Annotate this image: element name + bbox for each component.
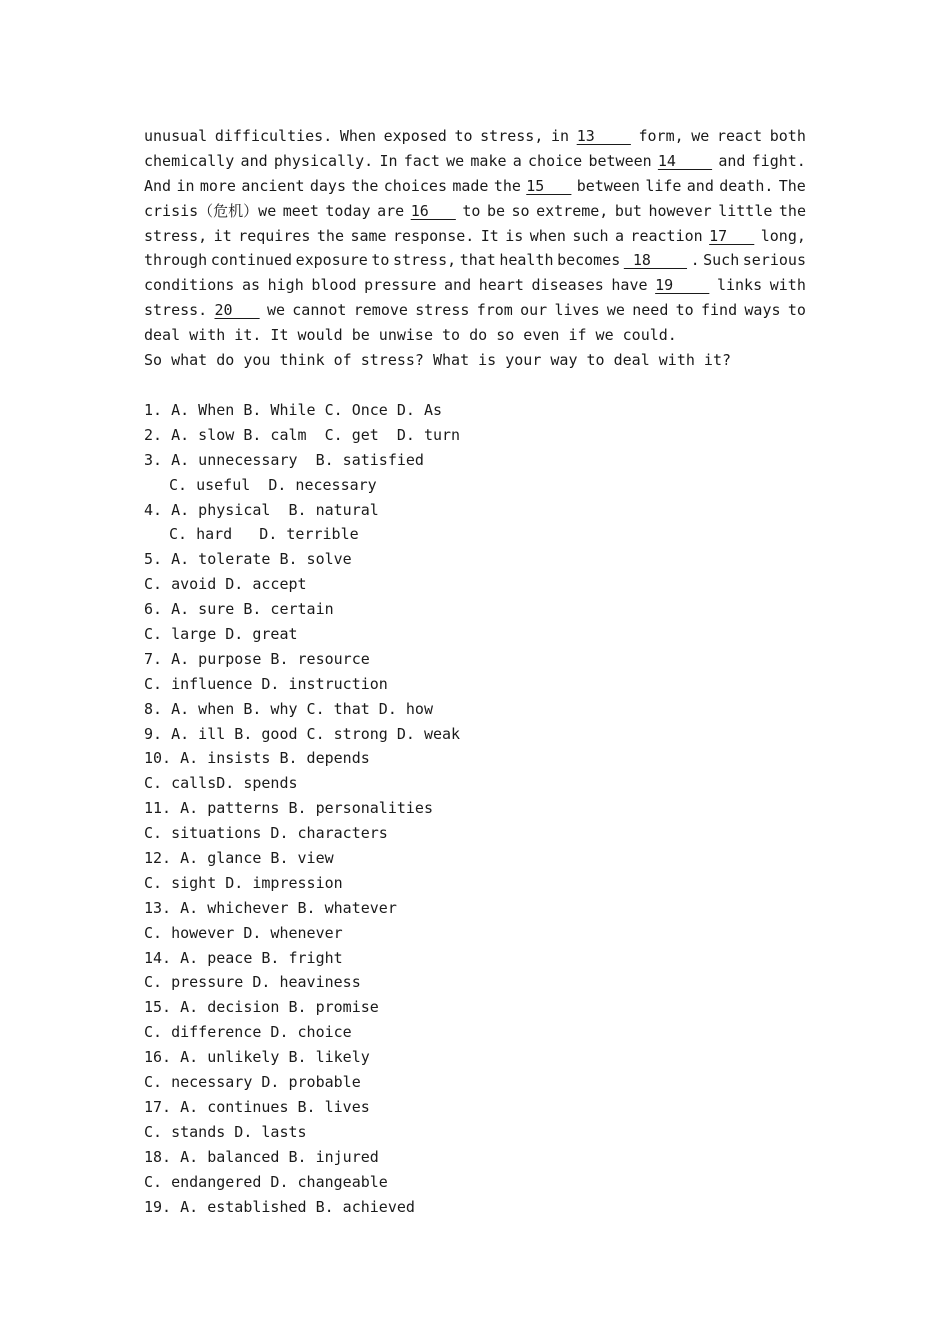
passage-word: meet (282, 201, 319, 220)
passage-word: reaction (630, 226, 703, 245)
passage-word: choices (383, 176, 447, 195)
answer-blank: 14 (657, 151, 713, 170)
option-line: 10. A. insists B. depends (144, 749, 370, 768)
passage-word: to (371, 251, 390, 270)
passage-word: a (512, 151, 522, 170)
passage-word: our (520, 301, 548, 320)
passage-word: fact (403, 151, 440, 170)
passage-word: are (377, 201, 405, 220)
option-line: C. hard D. terrible (169, 525, 359, 544)
passage-line (144, 149, 806, 174)
passage-word: we (446, 151, 465, 170)
passage-word: . (690, 251, 700, 270)
passage-word: death. (719, 176, 774, 195)
option-line: C. stands D. lasts (144, 1122, 307, 1141)
option-line: 5. A. tolerate B. solve (144, 550, 352, 569)
passage-word: when (529, 226, 566, 245)
passage-word: more (199, 176, 236, 195)
passage-line (144, 174, 806, 199)
passage-word: from (476, 301, 513, 320)
answer-blank: 13 (576, 127, 631, 145)
passage-word: exposed (383, 127, 447, 145)
option-line: 3. A. unnecessary B. satisfied (144, 450, 424, 469)
passage-word: and (444, 276, 472, 295)
option-line: C. pressure D. heaviness (144, 973, 361, 992)
passage-word: crisis（危机）we (144, 201, 277, 220)
answer-options-list (144, 398, 806, 1219)
passage-word: be (486, 201, 505, 220)
passage-word: with (769, 276, 806, 295)
passage-word: exposure (295, 251, 368, 270)
option-line: 17. A. continues B. lives (144, 1097, 370, 1116)
passage-word: however (648, 201, 712, 220)
passage-word: difficulties. (214, 127, 333, 145)
option-line: C. situations D. characters (144, 824, 388, 843)
passage-word: life (645, 176, 682, 195)
passage-word: serious (742, 251, 806, 270)
passage-word: between (576, 176, 640, 195)
passage-word: to (454, 127, 473, 145)
passage-word: requires (238, 226, 311, 245)
answer-blank: 17 (709, 226, 755, 245)
answer-blank: 15 (526, 176, 572, 195)
passage-word: is (505, 226, 524, 245)
passage-word: pressure (364, 276, 437, 295)
option-line: 12. A. glance B. view (144, 849, 334, 868)
passage-word: It (480, 226, 499, 245)
passage-word: health (499, 251, 554, 270)
option-line: 14. A. peace B. fright (144, 948, 343, 967)
passage-word: fight. (751, 151, 806, 170)
passage-word: a (614, 226, 624, 245)
passage-word: stress, (480, 127, 544, 145)
passage-word: to (787, 301, 806, 320)
passage-question-line: So what do you think of stress? What is your way to deal with it? (144, 351, 731, 370)
passage-line (144, 298, 806, 323)
passage-word: same (350, 226, 387, 245)
answer-blank: 20 (214, 301, 260, 320)
option-line: 4. A. physical B. natural (144, 500, 379, 519)
passage-word: that (459, 251, 496, 270)
passage-word: in (176, 176, 195, 195)
option-line: C. callsD. spends (144, 774, 298, 793)
passage-line: deal with it. It would be unwise to do so even if we could. (144, 326, 677, 345)
passage-word: form, (638, 127, 684, 145)
option-line: 1. A. When B. While C. Once D. As (144, 401, 443, 419)
passage-word: in (551, 127, 570, 145)
passage-word: becomes (557, 251, 621, 270)
passage-word: links (716, 276, 763, 295)
option-line: C. difference D. choice (144, 1023, 352, 1042)
passage-word: and (240, 151, 268, 170)
passage-word: days (309, 176, 346, 195)
passage-word: the (351, 176, 379, 195)
passage-word: high (267, 276, 304, 295)
passage-word: as (241, 276, 260, 295)
passage-word: ways (744, 301, 781, 320)
option-line: C. endangered D. changeable (144, 1172, 388, 1191)
passage-word: stress. (144, 301, 208, 320)
passage-word: so (511, 201, 530, 220)
passage-text (144, 124, 806, 373)
passage-word: unusual (144, 127, 208, 145)
passage-line (144, 224, 806, 249)
passage-word: stress, (392, 251, 457, 270)
answer-blank: 16 (410, 201, 456, 220)
answer-blank: 19 (655, 276, 710, 295)
passage-word: When (339, 127, 376, 145)
option-line: 16. A. unlikely B. likely (144, 1048, 370, 1067)
passage-word: the (493, 176, 521, 195)
passage-line (144, 273, 806, 298)
passage-word: find (701, 301, 738, 320)
option-line: C. large D. great (144, 625, 298, 644)
passage-word: need (632, 301, 669, 320)
option-line: C. however D. whenever (144, 923, 343, 942)
passage-word: remove (353, 301, 408, 320)
option-line: 6. A. sure B. certain (144, 600, 334, 619)
option-line: 13. A. whichever B. whatever (144, 898, 397, 917)
passage-word: the (778, 201, 806, 220)
passage-word: lives (554, 301, 600, 320)
passage-word: both (769, 127, 806, 145)
passage-word: Such (703, 251, 740, 270)
passage-word: physically. (273, 151, 374, 170)
passage-word: but (614, 201, 642, 220)
passage-word: response. (393, 226, 475, 245)
passage-word: heart (478, 276, 524, 295)
passage-word: we (266, 301, 285, 320)
option-line: 18. A. balanced B. injured (144, 1147, 379, 1166)
passage-word: extreme, (536, 201, 609, 220)
passage-word: conditions (144, 276, 235, 295)
passage-word: and (718, 151, 746, 170)
option-line: 19. A. established B. achieved (144, 1197, 415, 1216)
passage-word: today (325, 201, 371, 220)
passage-word: ancient (241, 176, 305, 195)
passage-word: chemically (144, 151, 235, 170)
passage-word: to (462, 201, 481, 220)
passage-word: blood (311, 276, 357, 295)
passage-word: diseases (531, 276, 604, 295)
option-line: C. avoid D. accept (144, 575, 307, 594)
passage-word: we (606, 301, 625, 320)
option-line: C. useful D. necessary (169, 475, 377, 494)
passage-word: made (452, 176, 489, 195)
passage-word: And (144, 176, 172, 195)
passage-word: stress, (144, 226, 208, 245)
passage-word: have (611, 276, 648, 295)
passage-line (144, 199, 806, 224)
passage-word: cannot (292, 301, 347, 320)
passage-line (144, 248, 806, 273)
option-line: C. necessary D. probable (144, 1073, 361, 1092)
option-line: 15. A. decision B. promise (144, 998, 379, 1017)
passage-word: choice (528, 151, 583, 170)
passage-word: through (144, 251, 208, 270)
passage-word: such (572, 226, 609, 245)
passage-word: In (379, 151, 398, 170)
passage-word: continued (210, 251, 293, 270)
passage-line (144, 124, 806, 149)
option-line: 2. A. slow B. calm C. get D. turn (144, 425, 461, 444)
answer-blank: 18 (623, 251, 688, 270)
option-line: 8. A. when B. why C. that D. how (144, 699, 433, 718)
passage-word: long, (760, 226, 806, 245)
passage-word: the (316, 226, 344, 245)
passage-word: make (470, 151, 507, 170)
passage-word: little (718, 201, 773, 220)
option-line: 11. A. patterns B. personalities (144, 799, 433, 818)
passage-word: it (213, 226, 232, 245)
option-line: 7. A. purpose B. resource (144, 649, 370, 668)
option-line: C. influence D. instruction (144, 674, 388, 693)
passage-word: react (716, 127, 763, 145)
option-line: C. sight D. impression (144, 873, 343, 892)
passage-word: The (778, 176, 806, 195)
passage-word: between (588, 151, 652, 170)
passage-word: to (675, 301, 694, 320)
passage-word: stress (415, 301, 470, 320)
passage-word: we (691, 127, 710, 145)
passage-word: and (686, 176, 714, 195)
option-line: 9. A. ill B. good C. strong D. weak (144, 724, 461, 743)
